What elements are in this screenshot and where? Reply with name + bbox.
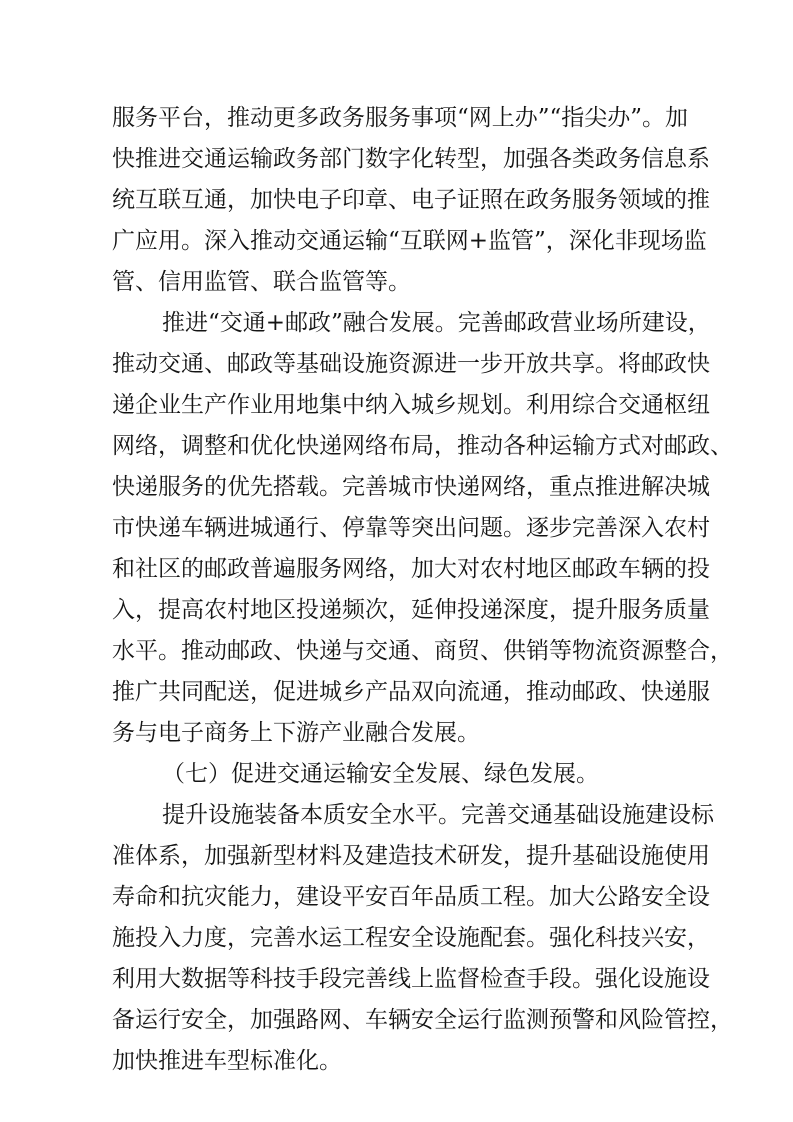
text-line: 网络，调整和优化快递网络布局，推动各种运输方式对邮政、 [112, 433, 733, 459]
text-line: 务与电子商务上下游产业融合发展。 [112, 720, 480, 746]
text-line: 准体系，加强新型材料及建造技术研发，提升基础设施使用 [112, 843, 710, 869]
text-line: 备运行安全，加强路网、车辆安全运行监测预警和风险管控， [112, 1007, 733, 1033]
text-line: 寿命和抗灾能力，建设平安百年品质工程。加大公路安全设 [112, 884, 710, 910]
text-line: 加快推进车型标准化。 [112, 1048, 342, 1074]
text-line: 利用大数据等科技手段完善线上监督检查手段。强化设施设 [112, 966, 710, 992]
section-heading: （七）促进交通运输安全发展、绿色发展。 [162, 761, 599, 787]
text-line: 服务平台，推动更多政务服务事项“网上办”“指尖办”。加 [112, 105, 689, 131]
text-line: 施投入力度，完善水运工程安全设施配套。强化科技兴安， [112, 925, 710, 951]
text-line: 推广共同配送，促进城乡产品双向流通，推动邮政、快递服 [112, 679, 710, 705]
text-line: 管、信用监管、联合监管等。 [112, 269, 411, 295]
text-line: 提升设施装备本质安全水平。完善交通基础设施建设标 [162, 802, 714, 828]
text-line: 快递服务的优先搭载。完善城市快递网络，重点推进解决城 [112, 474, 710, 500]
text-line: 递企业生产作业用地集中纳入城乡规划。利用综合交通枢纽 [112, 392, 710, 418]
text-line: 推进“交通+邮政”融合发展。完善邮政营业场所建设， [162, 310, 711, 336]
text-line: 推动交通、邮政等基础设施资源进一步开放共享。将邮政快 [112, 351, 710, 377]
text-line: 广应用。深入推动交通运输“互联网+监管”，深化非现场监 [112, 228, 707, 254]
text-line: 统互联互通，加快电子印章、电子证照在政务服务领域的推 [112, 187, 710, 213]
text-line: 水平。推动邮政、快递与交通、商贸、供销等物流资源整合， [112, 638, 733, 664]
text-line: 和社区的邮政普遍服务网络，加大对农村地区邮政车辆的投 [112, 556, 710, 582]
text-line: 入，提高农村地区投递频次，延伸投递深度，提升服务质量 [112, 597, 710, 623]
text-line: 快推进交通运输政务部门数字化转型，加强各类政务信息系 [112, 146, 710, 172]
text-line: 市快递车辆进城通行、停靠等突出问题。逐步完善深入农村 [112, 515, 710, 541]
